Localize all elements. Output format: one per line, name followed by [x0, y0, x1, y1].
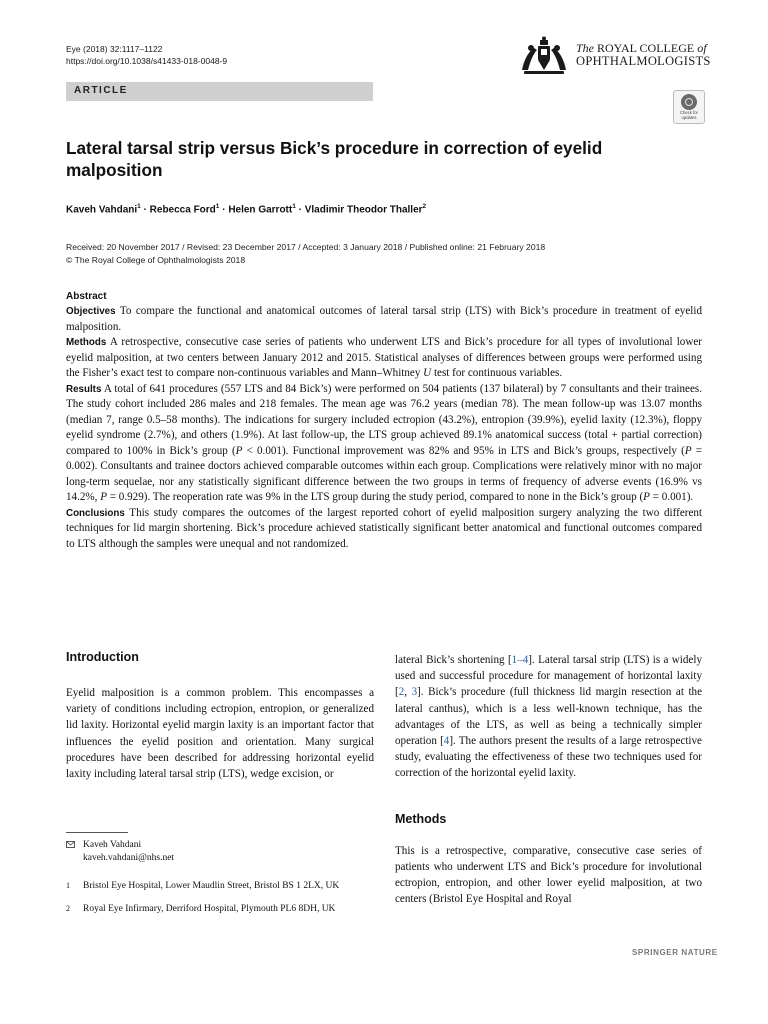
check-updates-label: Check for updates	[680, 110, 698, 120]
affiliation-mark: 2	[66, 903, 70, 913]
introduction-paragraph-right: lateral Bick’s shortening [1–4]. Lateral tarsal strip (LTS) is a widely used and successful procedure for management of horizontal laxity [2, 3]. Bick’s procedure (full thickness lid margin resection at the lateral canthus), which is a less well-known technique, has the advantages of the LTS, as well as being a technically simpler operation [4]. The authors present the results of a large retrospective study, evaluating the effectiveness of these two techniques used for correction of the horizontal eyelid laxity.	[395, 654, 702, 780]
author-name[interactable]: Helen Garrott	[228, 204, 293, 216]
publisher-name-line1: The ROYAL COLLEGE of	[576, 41, 707, 55]
author-affiliation-mark: 2	[422, 203, 427, 210]
corresponding-author-email[interactable]: kaveh.vahdani@nhs.net	[83, 852, 175, 863]
abstract-methods: Methods A retrospective, consecutive case series of patients who underwent LTS and Bick’s procedure for all types of involutional lower eyelid malposition, at two centers between January 2012 and 2015. Statistical analyses of differences between groups were performed using the Fisher’s exact test to compare non-continuous variables and Mann–Whitney U test for continuous variables.	[66, 336, 702, 379]
author-affiliation-mark: 1	[292, 203, 296, 210]
publisher-logo	[518, 36, 711, 76]
author-name[interactable]: Rebecca Ford	[149, 204, 216, 216]
methods-paragraph: This is a retrospective, comparative, consecutive case series of patients who underwent LTS and Bick’s procedure for involutional ectropion, entropion, and other lower eyelid malposition, at two centers (Bristol Eye Hospital and Royal	[395, 844, 702, 906]
citation-link[interactable]: 4	[443, 735, 450, 748]
abstract-conclusions: Conclusions This study compares the outcomes of the largest reported cohort of eyelid malposition surgery analyzing the two different techniques for lid margin shortening. Bick’s procedure achieved statistically significant better anatomical and functional outcomes compared to LTS although the samples were unequal and not randomized.	[66, 506, 702, 550]
citation-text: Eye (2018) 32:1117–1122	[66, 44, 163, 54]
citation-link[interactable]: 2	[398, 686, 405, 699]
crest-icon	[518, 36, 570, 76]
author-list: Kaveh Vahdani$^1$ · Rebecca Ford$^1$ · Helen Garrott$^1$ · Vladimir Theodor Thaller$^2$	[66, 203, 427, 216]
affiliation-mark: 1	[66, 881, 70, 890]
left-column	[66, 650, 374, 782]
abstract-heading: Abstract	[66, 291, 107, 302]
springer-nature-logo: SPRINGER NATURE	[632, 948, 718, 957]
publication-dates	[66, 241, 545, 267]
article-title: Lateral tarsal strip versus Bick’s procedure in correction of eyelid malposition	[66, 138, 603, 180]
check-updates-icon	[681, 94, 697, 110]
section-heading-methods: Methods	[395, 811, 447, 826]
section-heading-introduction: Introduction	[66, 650, 139, 664]
check-for-updates-button[interactable]	[673, 90, 705, 124]
abstract	[66, 290, 702, 552]
affiliation-1	[66, 880, 376, 893]
right-column	[395, 652, 702, 907]
copyright-line: © The Royal College of Ophthalmologists 2018	[66, 255, 246, 265]
affiliation-2	[66, 903, 376, 916]
mail-icon	[66, 841, 75, 848]
citation-link[interactable]: 1–4	[511, 654, 529, 666]
history-dates: Received: 20 November 2017 / Revised: 23 December 2017 / Accepted: 3 January 2018 / Published online: 21 February 2018	[66, 242, 546, 252]
author-name[interactable]: Vladimir Theodor Thaller	[304, 204, 423, 216]
footnote-divider	[66, 832, 128, 833]
footnotes	[66, 839, 376, 924]
publisher-name-line2: OPHTHALMOLOGISTS	[576, 54, 711, 68]
article-type-bar	[66, 82, 373, 101]
introduction-paragraph-left: Eyelid malposition is a common problem. This encompasses a variety of conditions including ectropion, entropion, or generalized lid laxity. Horizontal eyelid margin laxity is an important factor that influences the eyelid position and orientation. Many surgical procedures have been described for addressing horizontal eyelid laxity including lateral tarsal strip (LTS), wedge excision, or	[66, 687, 374, 781]
affiliation-text: Bristol Eye Hospital, Lower Maudlin Street, Bristol BS 1 2LX, UK	[83, 881, 340, 891]
affiliation-text: Royal Eye Infirmary, Derriford Hospital, Plymouth PL6 8DH, UK	[83, 903, 336, 914]
abstract-objectives: Objectives To compare the functional and anatomical outcomes of lateral tarsal strip (LTS) with Bick’s procedure in treatment of eyelid malposition.	[66, 305, 702, 333]
doi-link[interactable]: https://doi.org/10.1038/s41433-018-0048-9	[66, 56, 228, 66]
corresponding-author-name: Kaveh Vahdani	[83, 840, 142, 850]
journal-citation	[66, 43, 227, 67]
corresponding-author	[66, 839, 376, 864]
author-affiliation-mark: 1	[137, 203, 141, 210]
article-type-label: ARTICLE	[74, 85, 128, 96]
citation-link[interactable]: 3	[411, 686, 418, 699]
abstract-results: Results A total of 641 procedures (557 LTS and 84 Bick’s) were performed on 504 patients (137 bilateral) by 7 consultants and their trainees. The study cohort included 286 males and 218 females. The mean age was 76.2 years (median 78). The mean follow-up was 13.07 months (median 7, range 0.5–58 months). The indications for surgery included ectropion (43.2%), entropion (39.9%), eyelid laxity (12.3%), floppy eyelid syndrome (2.7%), and others (1.9%). At last follow-up, the LTS group achieved 89.1% anatomical success (total + partial correction) compared to 100% in Bick’s group (P < 0.001). Functional improvement was 82% and 95% in LTS and Bick’s groups, respectively (P = 0.002). Consultants and trainee doctors achieved comparable outcomes within each group. Complications were relatively minor with no major long-term sequelae, nor any statistically significant difference between the two groups in terms of frequency of adverse events (16.9% vs 14.2%, P = 0.929). The reoperation rate was 9% in the LTS group during the study period, compared to none in the Bick’s group (P = 0.001).	[66, 382, 702, 503]
author-name[interactable]: Kaveh Vahdani	[66, 204, 138, 216]
author-affiliation-mark: 1	[215, 203, 220, 210]
